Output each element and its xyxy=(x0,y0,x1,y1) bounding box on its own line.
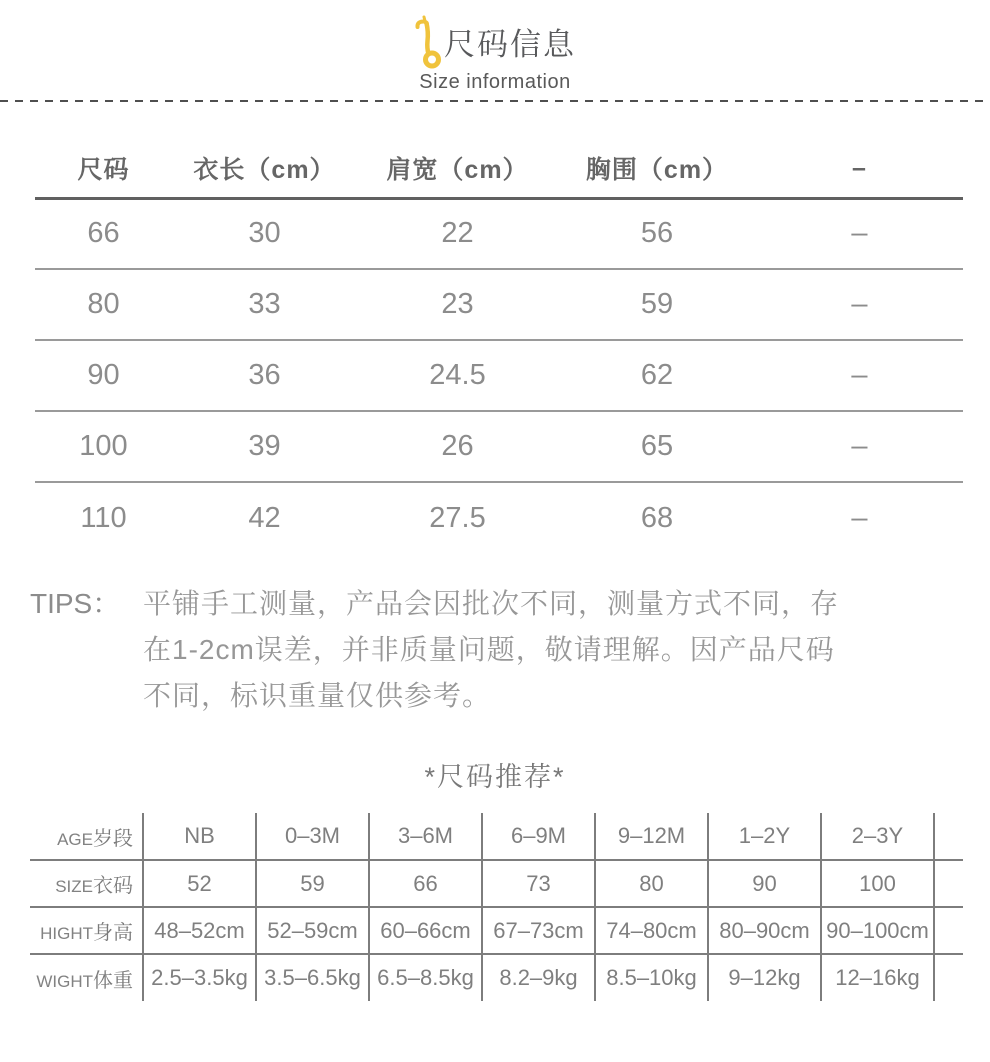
chest-cell: 65 xyxy=(558,411,756,482)
age-cell: 6–9M xyxy=(482,813,595,860)
title-row xyxy=(0,12,990,70)
size-cell: 73 xyxy=(482,860,595,907)
shoulder-cell: 26 xyxy=(357,411,558,482)
empty-cell xyxy=(934,954,963,1001)
weight-cell: 3.5–6.5kg xyxy=(256,954,369,1001)
weight-cell: 6.5–8.5kg xyxy=(369,954,482,1001)
size-cell: 52 xyxy=(143,860,256,907)
height-cell: 74–80cm xyxy=(595,907,708,954)
age-label-en: AGE xyxy=(57,829,93,849)
shoulder-cell: 24.5 xyxy=(357,340,558,411)
header xyxy=(0,0,990,94)
table-row xyxy=(35,269,963,340)
weight-cell: 2.5–3.5kg xyxy=(143,954,256,1001)
chest-cell: 68 xyxy=(640,501,674,534)
tips-label: TIPS： xyxy=(30,588,121,619)
size-table-header-shoulder: 肩宽（cm） xyxy=(357,140,558,198)
height-cell: 90–100cm xyxy=(821,907,934,954)
weight-label-zh: 体重 xyxy=(93,969,133,992)
table-row xyxy=(35,411,963,482)
weight-cell: 12–16kg xyxy=(821,954,934,1001)
height-cell: 48–52cm xyxy=(143,907,256,954)
tips-line: 不同，标识重量仅供参考。 xyxy=(143,680,492,711)
weight-label-en: WIGHT xyxy=(36,971,93,991)
size-table xyxy=(35,140,963,553)
size-cell: 90 xyxy=(35,340,172,411)
shoulder-cell: 27.5 xyxy=(429,501,486,534)
age-cell: NB xyxy=(143,813,256,860)
weight-cell: 9–12kg xyxy=(708,954,821,1001)
size-table-header-chest: 胸围（cm） xyxy=(558,140,756,198)
age-cell: 3–6M xyxy=(369,813,482,860)
table-row xyxy=(35,340,963,411)
size-cell: 59 xyxy=(256,860,369,907)
length-cell: 39 xyxy=(172,411,357,482)
length-cell: 33 xyxy=(172,269,357,340)
weight-row xyxy=(30,954,963,1001)
size-cell: 100 xyxy=(35,411,172,482)
height-cell: 60–66cm xyxy=(369,907,482,954)
height-cell: 52–59cm xyxy=(256,907,369,954)
tips-text xyxy=(143,581,839,719)
dash-cell: – xyxy=(756,198,963,269)
age-label-zh: 岁段 xyxy=(93,827,133,850)
shoulder-cell: 23 xyxy=(357,269,558,340)
size-recommend-heading: *尺码推荐* xyxy=(424,762,566,792)
height-cell: 67–73cm xyxy=(482,907,595,954)
size-cell: 66 xyxy=(35,198,172,269)
chest-cell: 59 xyxy=(558,269,756,340)
age-row xyxy=(30,813,963,860)
size-table-header-row xyxy=(35,140,963,198)
table-row xyxy=(35,198,963,269)
empty-cell xyxy=(934,860,963,907)
chest-cell: 62 xyxy=(558,340,756,411)
size-cell: 80 xyxy=(35,269,172,340)
age-cell: 1–2Y xyxy=(708,813,821,860)
size-row-label xyxy=(30,860,143,907)
size-table-header-dash: – xyxy=(756,140,963,198)
page-subtitle: Size information xyxy=(419,71,571,93)
giraffe-icon xyxy=(414,14,444,70)
table-row xyxy=(35,482,963,553)
height-label-en: HIGHT xyxy=(40,924,93,943)
size-recommend-table xyxy=(30,813,963,1001)
page-title: 尺码信息 xyxy=(444,26,576,62)
size-table-header-size: 尺码 xyxy=(35,140,172,198)
height-label-zh: 身高 xyxy=(93,922,133,944)
size-row xyxy=(30,860,963,907)
size-label-en: SIZE xyxy=(55,877,93,896)
length-cell: 36 xyxy=(172,340,357,411)
dash-cell: – xyxy=(756,340,963,411)
dash-cell: – xyxy=(851,501,868,534)
chest-cell: 56 xyxy=(558,198,756,269)
size-table-header-length: 衣长（cm） xyxy=(172,140,357,198)
weight-row-label xyxy=(30,954,143,1001)
age-cell: 0–3M xyxy=(256,813,369,860)
shoulder-cell: 22 xyxy=(357,198,558,269)
dashed-divider xyxy=(0,100,990,102)
size-cell: 80 xyxy=(595,860,708,907)
length-cell: 42 xyxy=(248,501,281,534)
empty-cell xyxy=(934,813,963,860)
dash-cell: – xyxy=(756,269,963,340)
height-row xyxy=(30,907,963,954)
size-label-zh: 衣码 xyxy=(93,875,133,897)
weight-cell: 8.5–10kg xyxy=(595,954,708,1001)
tips-block xyxy=(30,581,960,719)
size-cell: 90 xyxy=(708,860,821,907)
height-cell: 80–90cm xyxy=(708,907,821,954)
size-cell: 100 xyxy=(821,860,934,907)
age-cell: 2–3Y xyxy=(821,813,934,860)
tips-line: 平铺手工测量，产品会因批次不同，测量方式不同，存 xyxy=(143,588,840,619)
age-cell: 9–12M xyxy=(595,813,708,860)
tips-line: 在1-2cm误差，并非质量问题，敬请理解。因产品尺码 xyxy=(143,634,835,665)
empty-cell xyxy=(934,907,963,954)
age-row-label xyxy=(30,813,143,860)
size-cell: 110 xyxy=(80,501,127,534)
weight-cell: 8.2–9kg xyxy=(482,954,595,1001)
length-cell: 30 xyxy=(172,198,357,269)
size-cell: 66 xyxy=(369,860,482,907)
dash-cell: – xyxy=(756,411,963,482)
height-row-label xyxy=(30,907,143,954)
